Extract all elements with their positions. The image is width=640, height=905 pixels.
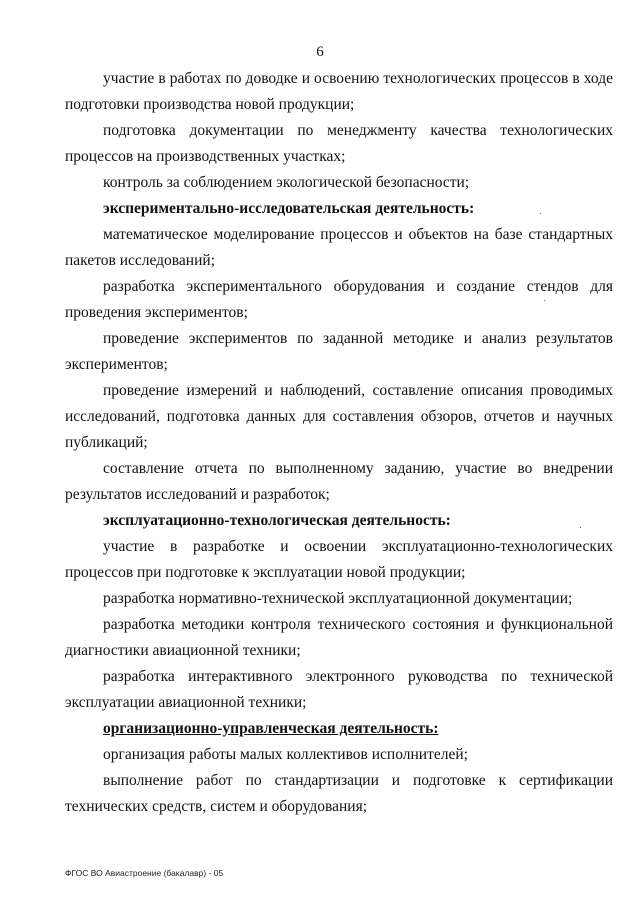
list-item: контроль за соблюдением экологической безопасности; [103, 174, 470, 191]
section-heading: эксплуатационно-технологическая деятельность: [103, 512, 451, 529]
section-heading-text: организационно-управленческая деятельность: [103, 720, 439, 737]
list-item: участие в разработке и освоении эксплуатационно-технологических процессов при подготовке к эксплуатации новой продукции; [65, 538, 613, 581]
list-item: разработка экспериментального оборудования и создание стендов для проведения экспериментов; [65, 278, 613, 321]
scan-speck [540, 213, 541, 214]
scan-speck [544, 300, 545, 301]
section-heading: экспериментально-исследовательская деятельность: [103, 200, 475, 217]
scan-speck [580, 527, 581, 528]
list-item: проведение измерений и наблюдений, составление описания проводимых исследований, подготовка данных для составления обзоров, отчетов и научных публикаций; [65, 382, 613, 451]
list-item: организация работы малых коллективов исполнителей; [103, 746, 468, 763]
list-item: подготовка документации по менеджменту качества технологических процессов на производственных участках; [65, 122, 613, 165]
list-item: разработка нормативно-технической эксплуатационной документации; [103, 590, 573, 607]
list-item: разработка интерактивного электронного руководства по технической эксплуатации авиационной техники; [65, 668, 613, 711]
footer-note: ФГОС ВО Авиастроение (бакалавр) - 05 [65, 868, 224, 878]
list-item: математическое моделирование процессов и объектов на базе стандартных пакетов исследований; [65, 226, 613, 269]
list-item: проведение экспериментов по заданной методике и анализ результатов экспериментов; [65, 330, 613, 373]
section-heading [65, 716, 613, 742]
list-item: участие в работах по доводке и освоению технологических процессов в ходе подготовки производства новой продукции; [65, 70, 613, 113]
page-number: 6 [316, 44, 324, 60]
list-item: выполнение работ по стандартизации и подготовке к сертификации технических средств, систем и оборудования; [65, 772, 613, 815]
document-body [65, 66, 613, 820]
list-item: составление отчета по выполненному заданию, участие во внедрении результатов исследований и разработок; [65, 460, 613, 503]
list-item: разработка методики контроля технического состояния и функциональной диагностики авиационной техники; [65, 616, 613, 659]
